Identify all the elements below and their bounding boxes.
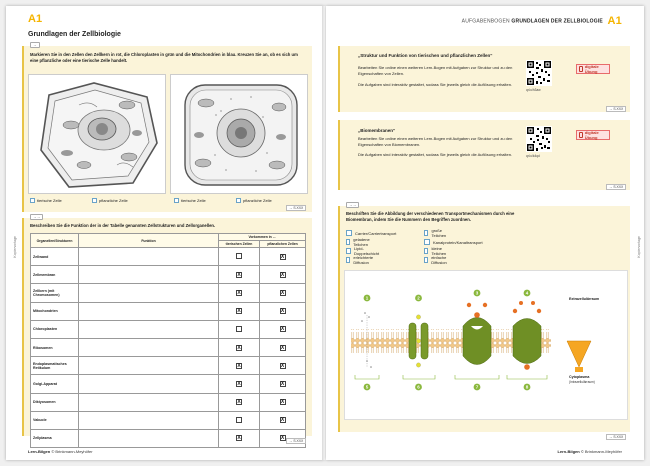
animal-cell (219, 248, 260, 266)
animal-cell (219, 393, 260, 411)
card2-digital-button[interactable] (576, 130, 610, 140)
animal-cell (219, 338, 260, 356)
cell2-drawing (170, 74, 308, 194)
card1-title: „Struktur und Funktion von tierischen und pflanzlichen Zellen“ (358, 53, 493, 58)
animal-checkbox[interactable] (236, 417, 242, 423)
card1-ref: → S.XXX (606, 106, 626, 112)
table-row (31, 357, 306, 375)
plant-checkbox[interactable]: X (280, 417, 285, 424)
plant-cell (260, 320, 306, 338)
organelle-name: Mitochondrien (31, 302, 79, 320)
plant-checkbox[interactable]: X (280, 289, 285, 296)
cell1-drawing (28, 74, 166, 194)
function-input-cell[interactable] (79, 411, 219, 429)
col-organelle: Organellen/Strukturen (31, 234, 79, 248)
digital-card-2 (338, 120, 630, 190)
plant-checkbox[interactable]: X (280, 399, 285, 406)
card1-digital-button[interactable] (576, 64, 610, 74)
organelle-name: Endoplasmatisches Retikulum (31, 357, 79, 375)
organelle-name: Diktyosomen (31, 393, 79, 411)
card1-qr-code[interactable] (526, 60, 552, 86)
answer-box-icon (424, 239, 430, 245)
card2-qr-label: qr.lu/k4qd (526, 154, 540, 158)
answer-box-icon (346, 239, 350, 245)
function-input-cell[interactable] (79, 284, 219, 302)
card2-qr-code[interactable] (526, 126, 552, 152)
organelle-name: Zellkern (mit Chromosomen) (31, 284, 79, 302)
animal-checkbox[interactable] (236, 253, 242, 259)
organelle-name: Zellmembran (31, 266, 79, 284)
task3-ref: → S.XXX (606, 434, 626, 440)
cell2-option-plant[interactable] (236, 198, 272, 203)
col-animal: tierischen Zellen (219, 241, 260, 248)
table-row (31, 411, 306, 429)
checkbox-icon (236, 198, 241, 203)
function-input-cell[interactable] (79, 357, 219, 375)
organelle-name: Vakuole (31, 411, 79, 429)
function-input-cell[interactable] (79, 320, 219, 338)
answer-box-icon (424, 257, 428, 263)
label-extracellular: Extrazellulärraum (569, 297, 600, 301)
organelle-name: Golgi-Apparat (31, 375, 79, 393)
plant-checkbox[interactable]: X (280, 271, 285, 278)
col-function: Funktion (79, 234, 219, 248)
plant-cell (260, 302, 306, 320)
task1-ref: → S.XXX (286, 205, 306, 211)
right-footer (557, 449, 622, 454)
function-input-cell[interactable] (79, 393, 219, 411)
plant-cell (260, 357, 306, 375)
cell1-option-animal[interactable] (30, 198, 62, 203)
left-footer-publisher: © Brinkmann-Meyhöfer (51, 449, 93, 454)
animal-cell (219, 411, 260, 429)
task3-instruction: Beschriften Sie die Abbildung der verschiedenen Transportmechanismen durch eine Biomembran, indem Sie die Nummern den Begriffen zuordnen. (346, 211, 515, 223)
animal-checkbox[interactable]: X (237, 344, 241, 351)
organelle-name: Zellplasma (31, 429, 79, 447)
term-left-3[interactable] (346, 247, 380, 255)
task3-number: →→ (346, 202, 359, 208)
diagram-number-7: 7 (475, 384, 479, 390)
left-page-tag: A1 (28, 13, 43, 25)
function-input-cell[interactable] (79, 429, 219, 447)
right-footer-brand: Lern-Bilgen (557, 449, 580, 454)
term-left-1[interactable] (346, 229, 396, 237)
card2-title: „Biomembranen“ (358, 128, 396, 133)
term-right-3-label: kleine Teilchen (431, 246, 447, 256)
table-row (31, 393, 306, 411)
answer-box-icon (424, 230, 428, 236)
function-input-cell[interactable] (79, 302, 219, 320)
header-label: AUFGABENBOGEN (461, 18, 510, 25)
left-page-title: Grundlagen der Zellbiologie (28, 31, 121, 38)
plant-checkbox[interactable]: X (280, 308, 285, 315)
organelle-name: Zellwand (31, 248, 79, 266)
plant-checkbox[interactable]: X (280, 253, 285, 260)
right-page (326, 6, 644, 460)
animal-checkbox[interactable]: X (237, 380, 241, 387)
term-right-2-label: Kanalprotein/Kanaltransport (433, 239, 483, 245)
term-left-3-label: Lipid-Doppelschicht (354, 246, 380, 256)
animal-checkbox[interactable]: X (237, 308, 241, 315)
term-right-2[interactable] (424, 238, 483, 246)
plant-cell (260, 284, 306, 302)
card2-digital-label: digitale Übung (584, 130, 599, 140)
animal-cell (219, 375, 260, 393)
right-page-header (462, 15, 622, 27)
diagram-number-2: 2 (417, 295, 420, 301)
label-cytoplasm: Cytoplasma (569, 375, 590, 379)
checkbox-icon (30, 198, 35, 203)
right-page-tag: A1 (607, 15, 622, 27)
left-page (6, 6, 324, 460)
cell2-option-plant-label: pflanzliche Zelle (243, 198, 272, 203)
table-row (31, 320, 306, 338)
plant-checkbox[interactable]: X (280, 344, 285, 351)
task2-number: →→ (30, 214, 43, 220)
animal-cell (219, 357, 260, 375)
card2-ref: → S.XXX (606, 184, 626, 190)
checkbox-icon (174, 198, 179, 203)
function-input-cell[interactable] (79, 248, 219, 266)
animal-cell (219, 320, 260, 338)
plant-cell (260, 338, 306, 356)
term-left-1-label: Carrier/Carriertransport (355, 230, 397, 236)
task2-instruction: Beschreiben Sie die Funktion der in der Tabelle genannten Zellstrukturen und Zellorganellen. (30, 223, 216, 228)
plant-cell (260, 411, 306, 429)
answer-box-icon (346, 257, 350, 263)
diagram-number-1: 1 (365, 295, 369, 301)
cell1-option-animal-label: tierische Zelle (37, 198, 62, 203)
diagram-number-4: 4 (525, 290, 529, 296)
term-right-4[interactable] (424, 256, 449, 264)
col-plant: pflanzlichen Zellen (260, 241, 306, 248)
plant-checkbox[interactable]: X (280, 326, 285, 333)
table-row (31, 302, 306, 320)
cell1-option-plant-label: pflanzliche Zelle (99, 198, 128, 203)
task1-number: → (30, 42, 40, 48)
membrane-diagram (344, 270, 628, 420)
task2-ref: → S.XXX (286, 438, 306, 444)
animal-cell (219, 266, 260, 284)
table-row (31, 429, 306, 447)
term-right-4-label: einfache Diffusion (431, 255, 447, 265)
table-row (31, 266, 306, 284)
phone-icon (579, 132, 583, 138)
checkbox-icon (92, 198, 97, 203)
term-right-3[interactable] (424, 247, 448, 255)
card2-text2: Die Aufgaben sind interaktiv gestaltet, sodass Sie jeweils gleich die Auflösung erhalten. (358, 152, 513, 157)
card2-text1: Bearbeiten Sie online einen weiteren Lern-Bogen mit Aufgaben zur Struktur und zu den Eigenschaften von Biomembranen. (358, 136, 513, 147)
left-footer (28, 449, 93, 454)
animal-cell (219, 302, 260, 320)
digital-card-1 (338, 46, 630, 112)
left-side-label: Kopiervorlage (13, 236, 17, 258)
table-row (31, 284, 306, 302)
organelle-table (30, 233, 306, 448)
term-right-1-label: große Teilchen (431, 228, 447, 238)
cell2-option-animal[interactable] (174, 198, 206, 203)
plant-checkbox[interactable]: X (280, 435, 285, 442)
task1-box (22, 43, 312, 212)
animal-checkbox[interactable] (236, 326, 242, 332)
function-input-cell[interactable] (79, 266, 219, 284)
phone-icon (579, 66, 583, 72)
task3-box (338, 203, 630, 432)
left-footer-brand: Lern-Bilgen (28, 449, 51, 454)
plant-checkbox[interactable]: X (280, 362, 285, 369)
card1-text1: Bearbeiten Sie online einen weiteren Lern-Bogen mit Aufgaben zur Struktur und zu den Eigenschaften von Zellen. (358, 65, 513, 76)
organelle-name: Ribosomen (31, 338, 79, 356)
plant-cell (260, 375, 306, 393)
animal-cell (219, 284, 260, 302)
animal-checkbox[interactable]: X (237, 362, 241, 369)
label-cytoplasm-sub: (Intrazellulärraum) (569, 380, 595, 384)
answer-box-icon (424, 248, 428, 254)
task1-instruction: Markieren Sie in den Zellen den Zellkern in rot, die Chloroplasten in grün und die Mitochondrien in blau. Kreuzen Sie an, ob es sich um eine pflanzliche oder eine tierische Zelle handelt. (30, 52, 298, 64)
animal-checkbox[interactable]: X (237, 399, 241, 406)
animal-checkbox[interactable]: X (237, 289, 241, 296)
cell2-option-animal-label: tierische Zelle (181, 198, 206, 203)
diagram-number-3: 3 (475, 290, 479, 296)
plant-checkbox[interactable]: X (280, 380, 285, 387)
organelle-name: Chloroplasten (31, 320, 79, 338)
right-footer-publisher: © Brinkmann-Meyhöfer (580, 449, 622, 454)
function-input-cell[interactable] (79, 338, 219, 356)
right-side-label: Kopiervorlage (637, 236, 641, 258)
header-title: GRUNDLAGEN DER ZELLBIOLOGIE (511, 18, 603, 25)
answer-box-icon (346, 230, 352, 236)
card1-qr-label: qr.lu/h3aw (526, 88, 541, 92)
diagram-number-8: 8 (525, 384, 529, 390)
diagram-number-5: 5 (365, 384, 369, 390)
plant-cell (260, 393, 306, 411)
table-row (31, 338, 306, 356)
table-row (31, 248, 306, 266)
animal-checkbox[interactable]: X (237, 435, 241, 442)
answer-box-icon (346, 248, 351, 254)
term-left-4-label: erleichterte Diffusion (353, 255, 374, 265)
plant-cell (260, 266, 306, 284)
term-left-4[interactable] (346, 256, 375, 264)
diagram-number-6: 6 (417, 384, 420, 390)
animal-cell (219, 429, 260, 447)
term-right-1[interactable] (424, 229, 448, 237)
table-row (31, 375, 306, 393)
cell1-option-plant[interactable] (92, 198, 128, 203)
plant-cell (260, 248, 306, 266)
col-occurs: Vorkommen in ... (219, 234, 306, 241)
term-left-2[interactable] (346, 238, 371, 246)
function-input-cell[interactable] (79, 375, 219, 393)
term-left-2-label: geladene Teilchen (353, 237, 370, 247)
card1-text2: Die Aufgaben sind interaktiv gestaltet, sodass Sie jeweils gleich die Auflösung erhalten. (358, 82, 513, 87)
card1-digital-label: digitale Übung (584, 64, 599, 74)
animal-checkbox[interactable]: X (237, 271, 241, 278)
